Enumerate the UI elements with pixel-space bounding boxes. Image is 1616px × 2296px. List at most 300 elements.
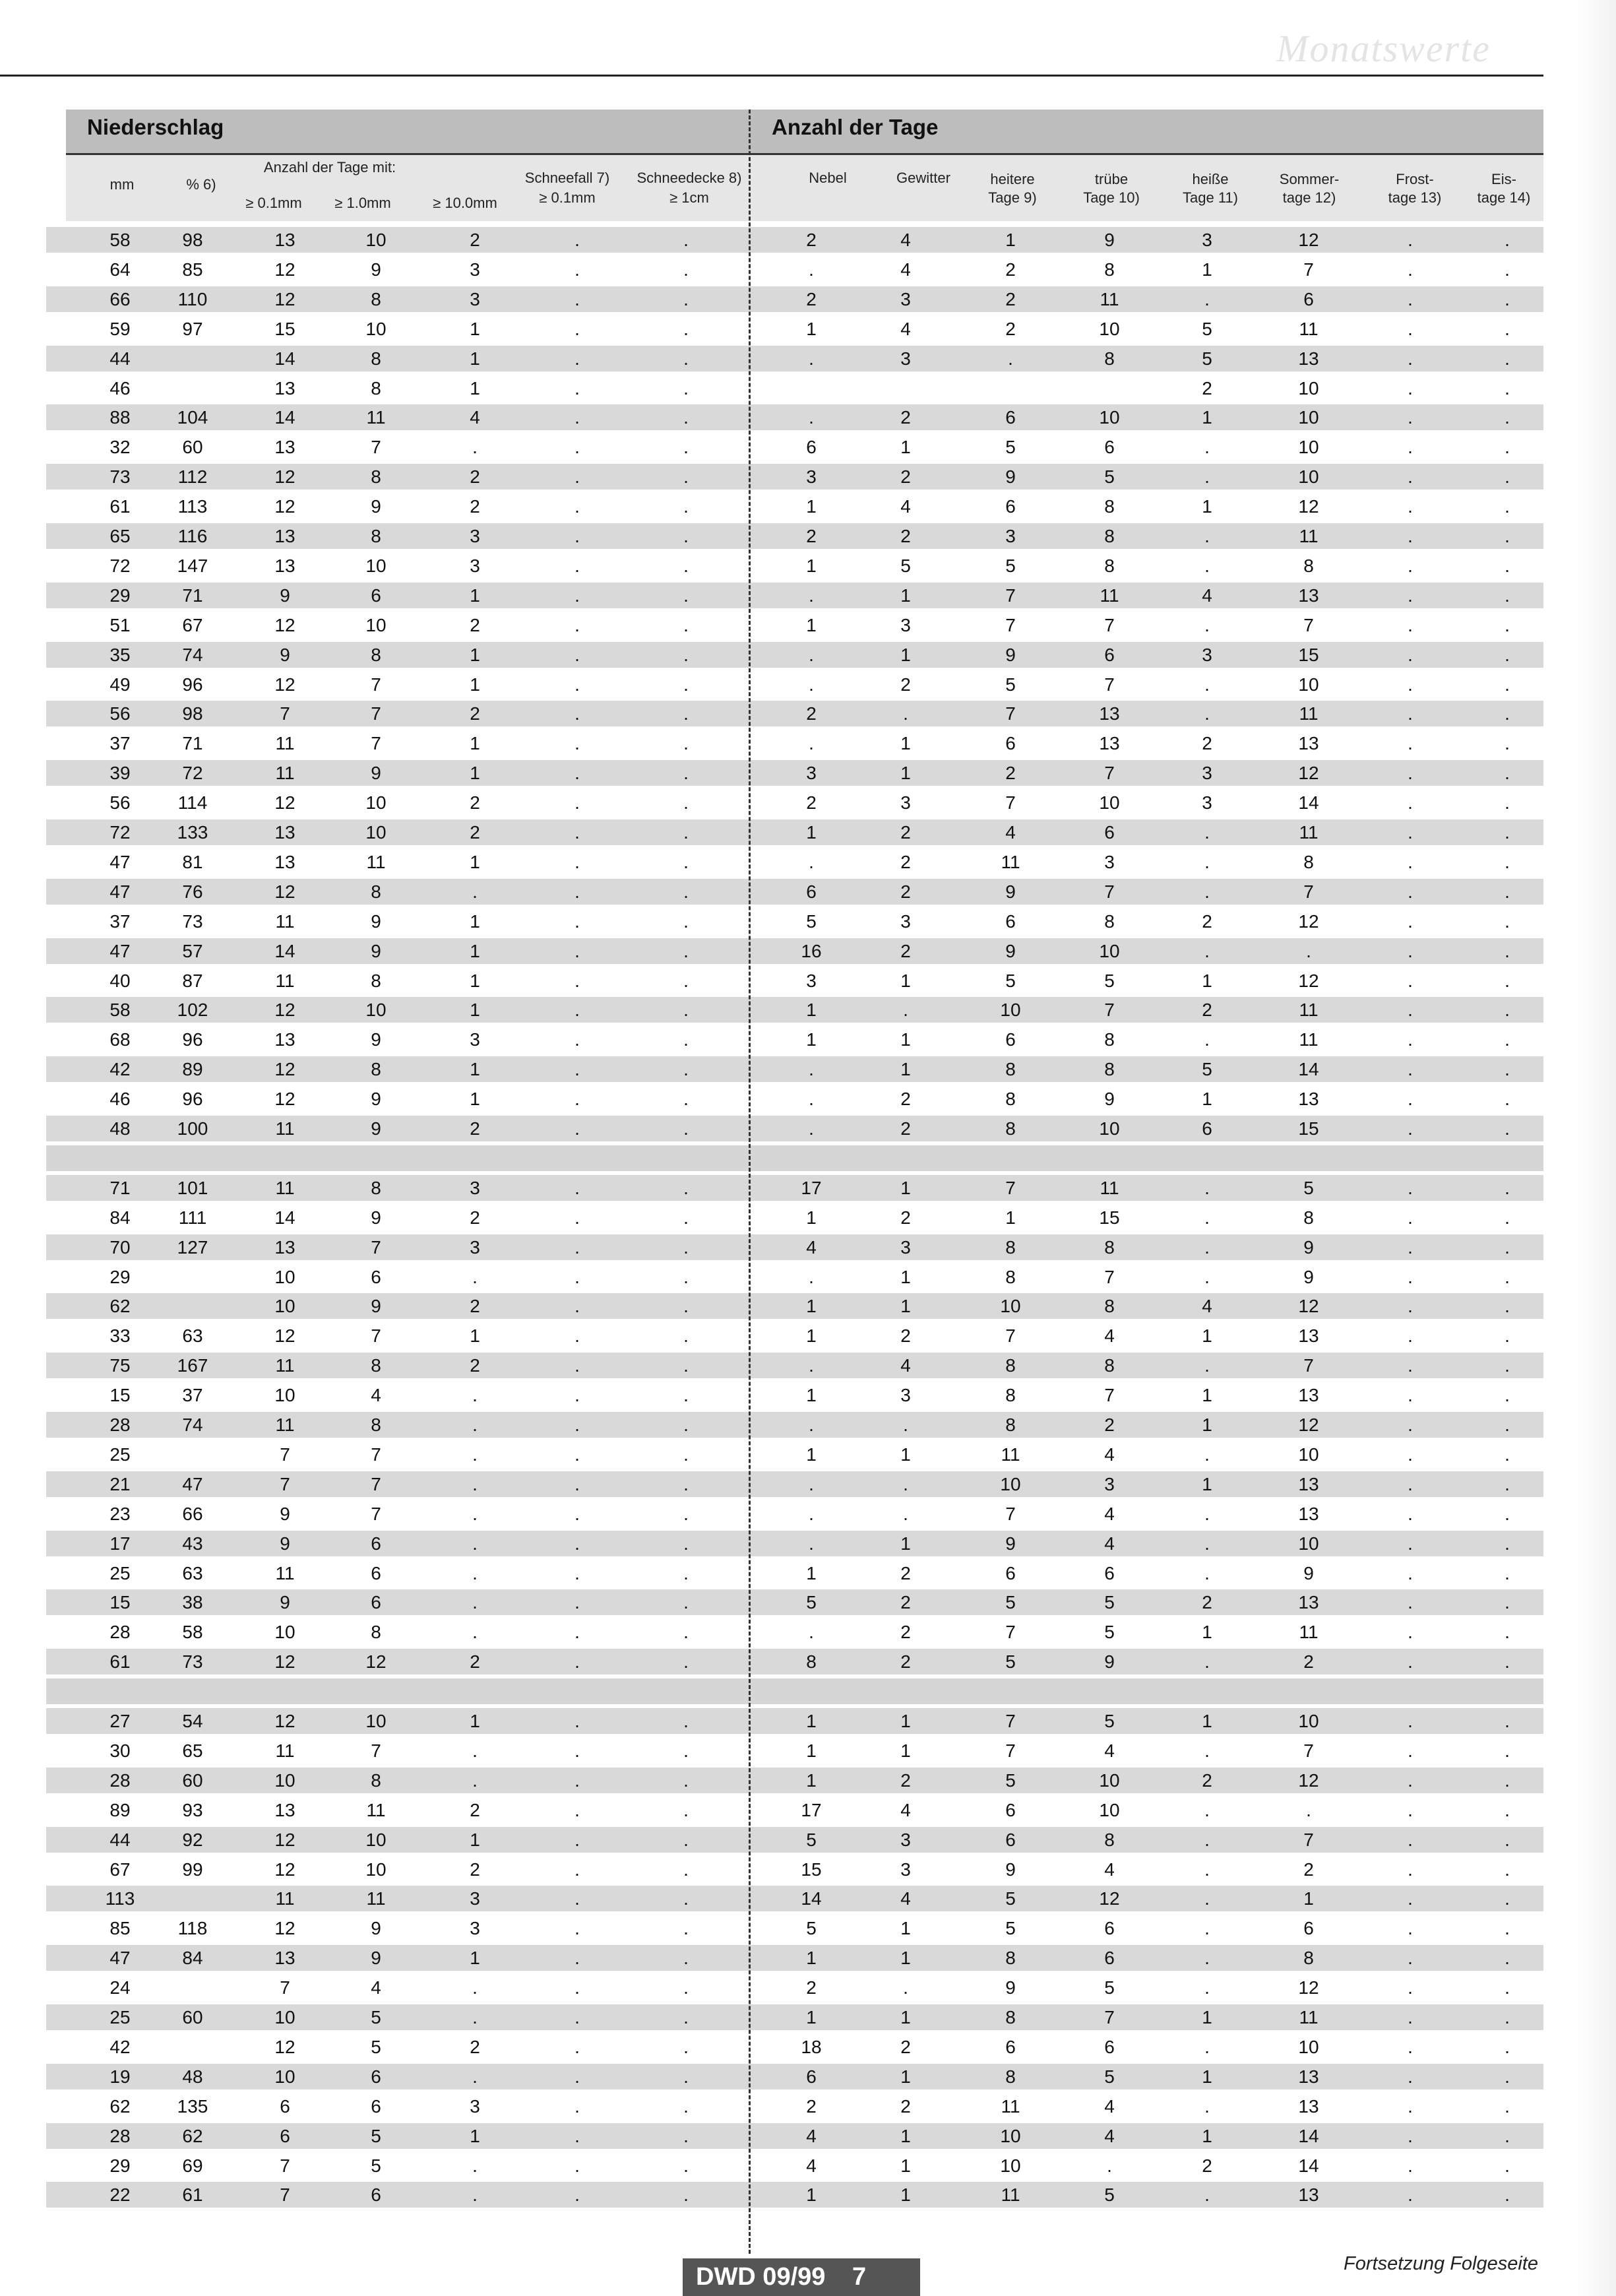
- cell-d100: 2: [470, 466, 480, 488]
- cell-clear: 6: [1005, 1799, 1016, 1820]
- table-row: [46, 1293, 1543, 1319]
- cell-clear: 5: [1005, 1888, 1016, 1909]
- cell-fog: 5: [806, 1592, 817, 1613]
- cell-hot: .: [1204, 1266, 1210, 1287]
- cell-d01: 12: [274, 496, 295, 517]
- cell-fog: .: [809, 674, 814, 695]
- table-row: [46, 968, 1543, 994]
- cell-frost: .: [1408, 851, 1413, 872]
- col-frost: Frost-: [1396, 171, 1434, 187]
- cell-summer: 7: [1303, 1355, 1314, 1376]
- cell-d100: 2: [470, 1799, 480, 1820]
- cell-summer: 12: [1298, 230, 1319, 250]
- cell-pct: 92: [182, 1829, 203, 1850]
- cell-dull: 9: [1104, 230, 1115, 250]
- cell-summer: 13: [1298, 585, 1319, 606]
- cell-summer: 11: [1299, 318, 1319, 339]
- cell-d01: 12: [274, 259, 295, 280]
- cell-summer: 12: [1298, 1977, 1319, 1998]
- col-ice-2: tage 14): [1477, 189, 1531, 206]
- cell-d10: 6: [371, 2066, 381, 2087]
- cell-d100: 3: [470, 1236, 480, 1258]
- cell-ice: .: [1505, 2184, 1510, 2206]
- cell-d100: .: [472, 2155, 478, 2176]
- cell-mm: 25: [109, 2007, 131, 2027]
- cell-dull: 7: [1104, 1266, 1115, 1287]
- cell-snowfall: .: [575, 1829, 580, 1850]
- cell-dull: 6: [1104, 1562, 1115, 1583]
- cell-clear: 9: [1005, 940, 1016, 961]
- cell-thunder: 2: [900, 940, 911, 961]
- cell-pct: 127: [177, 1236, 208, 1258]
- cell-fog: 1: [806, 2184, 817, 2206]
- cell-fog: .: [809, 1415, 814, 1435]
- cell-d10: 10: [365, 1859, 387, 1880]
- cell-hot: .: [1204, 614, 1210, 635]
- cell-d01: 12: [274, 288, 295, 309]
- cell-frost: .: [1408, 1385, 1413, 1406]
- cell-dull: 4: [1104, 1859, 1115, 1880]
- cell-frost: .: [1408, 1415, 1413, 1435]
- cell-snowfall: .: [575, 1503, 580, 1524]
- cell-snowcover: .: [683, 2125, 689, 2146]
- table-row: [46, 464, 1543, 490]
- cell-d01: 11: [275, 1177, 295, 1198]
- cell-mm: 28: [109, 2125, 131, 2146]
- cell-d100: .: [472, 1533, 478, 1554]
- ghost-title: Monatswerte: [1276, 27, 1491, 70]
- cell-d10: 9: [371, 1918, 381, 1939]
- cell-thunder: 4: [900, 1888, 911, 1909]
- section-gap-row: [46, 1678, 1543, 1704]
- cell-mm: 23: [109, 1503, 131, 1524]
- cell-pct: 60: [182, 1770, 203, 1791]
- cell-d10: 9: [371, 1029, 381, 1050]
- cell-clear: 7: [1005, 614, 1016, 635]
- cell-snowcover: .: [683, 1651, 689, 1673]
- cell-fog: .: [809, 1622, 814, 1643]
- cell-frost: .: [1408, 1207, 1413, 1228]
- cell-snowfall: .: [575, 2184, 580, 2206]
- col-mm: mm: [109, 176, 135, 193]
- cell-d100: .: [472, 1385, 478, 1406]
- cell-hot: .: [1204, 703, 1210, 724]
- cell-hot: 4: [1202, 1296, 1212, 1317]
- cell-ice: .: [1505, 526, 1510, 546]
- cell-d01: 10: [274, 1770, 295, 1791]
- cell-thunder: 2: [900, 1325, 911, 1347]
- cell-fog: 2: [806, 1977, 817, 1998]
- table-row: [46, 1531, 1543, 1556]
- cell-mm: 62: [109, 2095, 131, 2117]
- table-row: [46, 672, 1543, 697]
- cell-snowcover: .: [683, 1207, 689, 1228]
- cell-d100: 3: [470, 526, 480, 546]
- cell-summer: 10: [1298, 1533, 1319, 1554]
- cell-ice: .: [1505, 1089, 1510, 1110]
- cell-d100: 2: [470, 230, 480, 250]
- cell-summer: 6: [1303, 1918, 1314, 1939]
- cell-d100: .: [472, 2007, 478, 2027]
- cell-thunder: 1: [900, 1296, 911, 1317]
- cell-hot: .: [1204, 1651, 1210, 1673]
- cell-thunder: 1: [900, 1444, 911, 1465]
- cell-snowfall: .: [575, 1000, 580, 1021]
- cell-clear: 8: [1005, 1266, 1016, 1287]
- table-row: [46, 1975, 1543, 2000]
- cell-frost: .: [1408, 1000, 1413, 1021]
- cell-d10: 6: [371, 1562, 381, 1583]
- cell-thunder: 2: [900, 466, 911, 488]
- cell-snowfall: .: [575, 792, 580, 813]
- cell-pct: 112: [177, 466, 208, 488]
- cell-d100: 2: [470, 1355, 480, 1376]
- table-row: [46, 1797, 1543, 1823]
- cell-hot: 5: [1202, 318, 1212, 339]
- table-row: [46, 375, 1543, 401]
- cell-clear: 8: [1005, 1059, 1016, 1080]
- cell-snowfall: .: [575, 763, 580, 784]
- cell-snowcover: .: [683, 259, 689, 280]
- cell-mm: 85: [109, 1918, 131, 1939]
- cell-snowcover: .: [683, 614, 689, 635]
- cell-hot: .: [1204, 1562, 1210, 1583]
- cell-hot: .: [1204, 1977, 1210, 1998]
- cell-d01: 13: [274, 377, 295, 399]
- cell-d100: 1: [470, 1711, 480, 1731]
- table-row: [46, 1175, 1543, 1201]
- table-row: [46, 1857, 1543, 1882]
- cell-d100: 1: [470, 763, 480, 784]
- cell-fog: 2: [806, 230, 817, 250]
- cell-summer: 10: [1298, 466, 1319, 488]
- cell-dull: 6: [1104, 822, 1115, 843]
- cell-mm: 65: [109, 526, 131, 546]
- cell-snowcover: .: [683, 526, 689, 546]
- cell-pct: 101: [177, 1177, 208, 1198]
- cell-thunder: 1: [900, 437, 911, 458]
- cell-mm: 33: [109, 1325, 131, 1347]
- cell-clear: 9: [1005, 1859, 1016, 1880]
- cell-d100: 1: [470, 318, 480, 339]
- cell-pct: 73: [182, 1651, 203, 1673]
- cell-snowfall: .: [575, 1888, 580, 1909]
- table-row: [46, 434, 1543, 460]
- cell-mm: 68: [109, 1029, 131, 1050]
- cell-thunder: 1: [900, 1533, 911, 1554]
- cell-clear: 6: [1005, 1029, 1016, 1050]
- cell-frost: .: [1408, 1089, 1413, 1110]
- cell-snowfall: .: [575, 1089, 580, 1110]
- table-row: [46, 760, 1543, 786]
- cell-hot: 2: [1202, 1000, 1212, 1021]
- cell-hot: 1: [1202, 970, 1212, 991]
- cell-mm: 64: [109, 259, 131, 280]
- table-row: [46, 1412, 1543, 1438]
- cell-thunder: 2: [900, 1118, 911, 1139]
- cell-snowfall: .: [575, 674, 580, 695]
- cell-hot: 1: [1202, 407, 1212, 428]
- table-row: [46, 790, 1543, 815]
- cell-ice: .: [1505, 585, 1510, 606]
- cell-summer: 7: [1303, 614, 1314, 635]
- footer-issue-text: DWD 09/99: [696, 2263, 826, 2291]
- cell-snowcover: .: [683, 851, 689, 872]
- cell-thunder: 3: [900, 1236, 911, 1258]
- cell-d10: 9: [371, 259, 381, 280]
- cell-snowfall: .: [575, 1296, 580, 1317]
- cell-snowcover: .: [683, 2007, 689, 2027]
- cell-clear: 5: [1005, 674, 1016, 695]
- cell-summer: 12: [1298, 970, 1319, 991]
- cell-frost: .: [1408, 496, 1413, 517]
- cell-snowcover: .: [683, 674, 689, 695]
- cell-summer: 13: [1298, 348, 1319, 369]
- table-row: [46, 2153, 1543, 2179]
- cell-mm: 44: [109, 348, 131, 369]
- cell-ice: .: [1505, 851, 1510, 872]
- cell-thunder: 1: [900, 1177, 911, 1198]
- table-row: [46, 316, 1543, 342]
- cell-clear: 5: [1005, 1651, 1016, 1673]
- cell-frost: .: [1408, 2066, 1413, 2087]
- cell-dull: 6: [1104, 644, 1115, 665]
- cell-thunder: 1: [900, 2155, 911, 2176]
- cell-hot: 1: [1202, 496, 1212, 517]
- cell-d100: 2: [470, 614, 480, 635]
- cell-frost: .: [1408, 2155, 1413, 2176]
- cell-mm: 73: [109, 466, 131, 488]
- cell-d100: .: [472, 2184, 478, 2206]
- cell-dull: 8: [1104, 259, 1115, 280]
- cell-hot: 1: [1202, 1473, 1212, 1494]
- cell-mm: 22: [109, 2184, 131, 2206]
- cell-mm: 66: [109, 288, 131, 309]
- cell-d10: 7: [371, 733, 381, 754]
- cell-thunder: 1: [900, 1059, 911, 1080]
- cell-clear: 5: [1005, 1770, 1016, 1791]
- cell-fog: 15: [801, 1859, 822, 1880]
- col-days-group: Anzahl der Tage mit:: [263, 159, 396, 175]
- cell-d10: 6: [371, 2184, 381, 2206]
- cell-pct: 97: [182, 318, 203, 339]
- cell-d10: 9: [371, 1118, 381, 1139]
- cell-mm: 59: [109, 318, 131, 339]
- cell-ice: .: [1505, 1711, 1510, 1731]
- cell-d10: 8: [371, 1177, 381, 1198]
- cell-pct: 102: [177, 1000, 208, 1021]
- cell-snowcover: .: [683, 2184, 689, 2206]
- cell-hot: .: [1204, 288, 1210, 309]
- table-row: [46, 2034, 1543, 2060]
- cell-ice: .: [1505, 1355, 1510, 1376]
- cell-d100: 3: [470, 1029, 480, 1050]
- cell-thunder: 2: [900, 1622, 911, 1643]
- cell-d10: 9: [371, 910, 381, 932]
- cell-thunder: 4: [900, 230, 911, 250]
- table-row: [46, 1649, 1543, 1674]
- cell-fog: 3: [806, 970, 817, 991]
- cell-summer: 12: [1298, 496, 1319, 517]
- cell-clear: 11: [1001, 2184, 1020, 2206]
- cell-frost: .: [1408, 2036, 1413, 2057]
- cell-clear: 11: [1001, 1444, 1020, 1465]
- cell-hot: 2: [1202, 910, 1212, 932]
- cell-d10: 9: [371, 940, 381, 961]
- cell-mm: 42: [109, 1059, 131, 1080]
- cell-snowfall: .: [575, 910, 580, 932]
- cell-thunder: 2: [900, 1770, 911, 1791]
- cell-hot: .: [1204, 1236, 1210, 1258]
- cell-hot: .: [1204, 1503, 1210, 1524]
- cell-hot: 3: [1202, 763, 1212, 784]
- cell-dull: 4: [1104, 1503, 1115, 1524]
- cell-d100: 2: [470, 703, 480, 724]
- cell-dull: 10: [1099, 1799, 1120, 1820]
- cell-thunder: 2: [900, 881, 911, 902]
- cell-d100: .: [472, 1592, 478, 1613]
- table-row: [46, 523, 1543, 549]
- cell-clear: 6: [1005, 1829, 1016, 1850]
- cell-mm: 29: [109, 585, 131, 606]
- cell-pct: 81: [182, 851, 203, 872]
- cell-ice: .: [1505, 822, 1510, 843]
- cell-d10: 10: [365, 318, 387, 339]
- cell-d01: 7: [280, 2184, 290, 2206]
- cell-ice: .: [1505, 1473, 1510, 1494]
- cell-pct: 135: [177, 2095, 208, 2117]
- cell-d01: 7: [280, 1473, 290, 1494]
- cell-ice: .: [1505, 1562, 1510, 1583]
- table-row: [46, 1471, 1543, 1497]
- table-row: [46, 701, 1543, 726]
- cell-clear: 9: [1005, 644, 1016, 665]
- cell-fog: 1: [806, 1770, 817, 1791]
- cell-dull: 4: [1104, 1444, 1115, 1465]
- cell-frost: .: [1408, 763, 1413, 784]
- cell-ice: .: [1505, 1622, 1510, 1643]
- col-clear: heitere: [990, 171, 1035, 187]
- cell-hot: 1: [1202, 1622, 1212, 1643]
- cell-dull: 8: [1104, 555, 1115, 576]
- cell-ice: .: [1505, 1829, 1510, 1850]
- table-row: [46, 1234, 1543, 1260]
- cell-snowcover: .: [683, 881, 689, 902]
- cell-clear: 7: [1005, 792, 1016, 813]
- cell-clear: 7: [1005, 703, 1016, 724]
- cell-summer: 7: [1303, 1740, 1314, 1761]
- cell-hot: .: [1204, 2184, 1210, 2206]
- cell-summer: 10: [1298, 437, 1319, 458]
- cell-hot: .: [1204, 1177, 1210, 1198]
- cell-snowfall: .: [575, 1266, 580, 1287]
- cell-fog: .: [809, 1059, 814, 1080]
- cell-snowcover: .: [683, 1177, 689, 1198]
- scan-edge: [1576, 0, 1616, 2296]
- cell-snowcover: .: [683, 1503, 689, 1524]
- cell-thunder: 1: [900, 1948, 911, 1969]
- cell-summer: 13: [1298, 1089, 1319, 1110]
- cell-fog: 1: [806, 1207, 817, 1228]
- cell-mm: 21: [109, 1473, 131, 1494]
- cell-snowfall: .: [575, 2066, 580, 2087]
- cell-clear: 5: [1005, 555, 1016, 576]
- cell-dull: 8: [1104, 526, 1115, 546]
- cell-pct: 100: [177, 1118, 208, 1139]
- cell-snowcover: .: [683, 792, 689, 813]
- cell-snowcover: .: [683, 1296, 689, 1317]
- cell-d100: 1: [470, 1089, 480, 1110]
- cell-summer: 11: [1299, 526, 1319, 546]
- cell-d100: .: [472, 1977, 478, 1998]
- cell-summer: 13: [1298, 1503, 1319, 1524]
- cell-d01: 11: [275, 1415, 295, 1435]
- cell-frost: .: [1408, 1059, 1413, 1080]
- cell-pct: 62: [182, 2125, 203, 2146]
- table-row: [46, 1027, 1543, 1052]
- col-snowfall-2: ≥ 0.1mm: [539, 189, 596, 206]
- cell-summer: 11: [1299, 1622, 1319, 1643]
- cell-frost: .: [1408, 466, 1413, 488]
- table-row: [46, 1945, 1543, 1971]
- cell-fog: .: [809, 1089, 814, 1110]
- cell-summer: 11: [1299, 703, 1319, 724]
- cell-thunder: .: [903, 1503, 908, 1524]
- cell-snowcover: .: [683, 1948, 689, 1969]
- cell-summer: 8: [1303, 555, 1314, 576]
- table-row: [46, 849, 1543, 875]
- cell-snowcover: .: [683, 1770, 689, 1791]
- cell-thunder: 2: [900, 526, 911, 546]
- cell-frost: .: [1408, 792, 1413, 813]
- cell-pct: 71: [182, 585, 203, 606]
- col-d100: ≥ 10.0mm: [433, 195, 497, 211]
- cell-ice: .: [1505, 318, 1510, 339]
- cell-hot: .: [1204, 1948, 1210, 1969]
- cell-mm: 30: [109, 1740, 131, 1761]
- cell-dull: 8: [1104, 1296, 1115, 1317]
- cell-snowfall: .: [575, 1859, 580, 1880]
- cell-hot: 1: [1202, 2125, 1212, 2146]
- cell-mm: 47: [109, 881, 131, 902]
- cell-clear: 11: [1001, 851, 1020, 872]
- cell-d01: 10: [274, 2007, 295, 2027]
- cell-ice: .: [1505, 1266, 1510, 1287]
- cell-d10: 7: [371, 1444, 381, 1465]
- cell-frost: .: [1408, 2184, 1413, 2206]
- cell-summer: 10: [1298, 377, 1319, 399]
- cell-d01: 12: [274, 1059, 295, 1080]
- cell-thunder: 1: [900, 1918, 911, 1939]
- cell-frost: .: [1408, 910, 1413, 932]
- cell-fog: 1: [806, 1296, 817, 1317]
- cell-dull: 5: [1104, 1711, 1115, 1731]
- cell-summer: 12: [1298, 763, 1319, 784]
- cell-d100: 1: [470, 2125, 480, 2146]
- cell-snowfall: .: [575, 1740, 580, 1761]
- cell-d10: 9: [371, 1089, 381, 1110]
- cell-hot: .: [1204, 940, 1210, 961]
- cell-summer: 10: [1298, 2036, 1319, 2057]
- cell-snowfall: .: [575, 407, 580, 428]
- cell-dull: 5: [1104, 970, 1115, 991]
- cell-d100: .: [472, 1622, 478, 1643]
- cell-d01: 12: [274, 1711, 295, 1731]
- cell-d10: 8: [371, 1355, 381, 1376]
- cell-snowcover: .: [683, 348, 689, 369]
- cell-clear: 7: [1005, 1740, 1016, 1761]
- cell-d01: 12: [274, 1000, 295, 1021]
